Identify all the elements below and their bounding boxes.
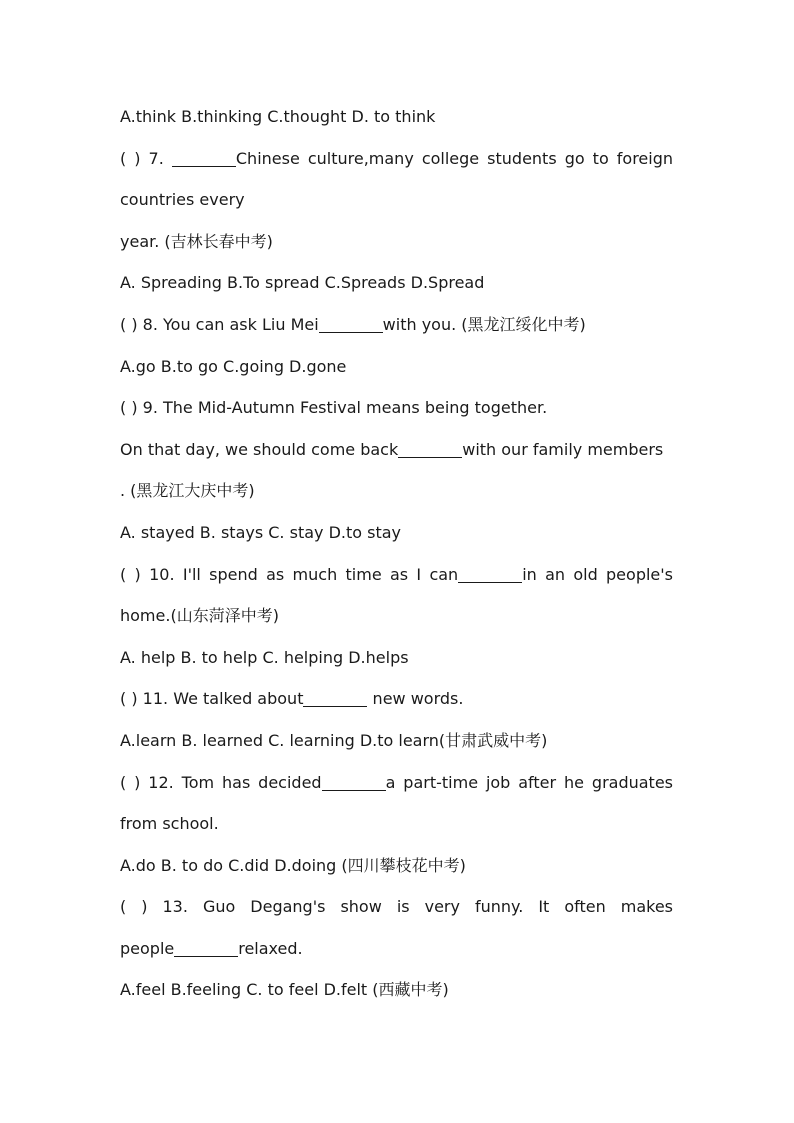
question-12-text-a: ( ) 12. Tom has decided (120, 772, 322, 792)
options-q10-text: A. help B. to help C. helping D.helps (120, 647, 409, 667)
question-10-text-b: in an old people's (522, 564, 673, 584)
question-7-source: year. (吉林长春中考) (120, 231, 273, 251)
options-q8 (120, 346, 673, 388)
document-body (120, 96, 673, 1011)
options-q7-text: A. Spreading B.To spread C.Spreads D.Spread (120, 273, 485, 293)
question-9-source: . (黑龙江大庆中考) (120, 481, 255, 501)
question-12-text-cont: from school. (120, 814, 219, 834)
answer-blank (303, 688, 367, 707)
question-10-source: home.(山东菏泽中考) (120, 606, 279, 626)
options-q12 (120, 845, 673, 887)
question-10-text-a: ( ) 10. I'll spend as much time as I can (120, 564, 459, 584)
answer-blank (322, 772, 386, 791)
question-13-text-a: people (120, 938, 175, 958)
question-9-text-a: On that day, we should come back (120, 439, 399, 459)
options-q7 (120, 262, 673, 304)
question-11-text-a: ( ) 11. We talked about (120, 689, 304, 709)
options-q6-text: A.think B.thinking C.thought D. to think (120, 107, 436, 126)
options-q11 (120, 720, 673, 762)
options-q10 (120, 637, 673, 679)
question-10-line1 (120, 554, 673, 596)
question-7-line1 (120, 138, 673, 180)
options-q13-text: A.feel B.feeling C. to feel D.felt (西藏中考) (120, 980, 449, 1000)
question-9-text-b: with our family members (462, 439, 664, 459)
question-9-line1 (120, 387, 673, 429)
question-13-line1 (120, 886, 673, 928)
answer-blank (458, 564, 522, 583)
question-13-line2 (120, 928, 673, 970)
question-8-text-b: with you. (黑龙江绥化中考) (382, 314, 586, 334)
options-q9 (120, 512, 673, 554)
options-q9-text: A. stayed B. stays C. stay D.to stay (120, 522, 402, 542)
question-8-text-a: ( ) 8. You can ask Liu Mei (120, 314, 319, 334)
answer-blank (174, 938, 238, 957)
question-7-line3 (120, 221, 673, 263)
question-12-text-b: a part-time job after he graduates (385, 772, 674, 792)
options-q11-text: A.learn B. learned C. learning D.to learn(甘肃武威中考) (120, 730, 548, 750)
question-10-line2 (120, 595, 673, 637)
question-12-line2 (120, 803, 673, 845)
answer-blank (319, 314, 383, 333)
question-13-text: ( ) 13. Guo Degang's show is very funny. It often makes (120, 897, 673, 917)
question-9-line2 (120, 429, 673, 471)
options-q6 (120, 96, 673, 138)
options-q12-text: A.do B. to do C.did D.doing (四川攀枝花中考) (120, 855, 466, 875)
question-13-text-b: relaxed. (238, 938, 303, 958)
options-q13 (120, 969, 673, 1011)
question-12-line1 (120, 762, 673, 804)
answer-blank (398, 439, 462, 458)
question-7-number: ( ) 7. (120, 148, 164, 168)
answer-blank (172, 148, 236, 167)
question-11-text-b: new words. (367, 689, 464, 709)
question-7-line2 (120, 179, 673, 221)
question-7-text-cont: countries every (120, 190, 245, 210)
question-11 (120, 678, 673, 720)
question-7-text: Chinese culture,many college students go to foreign (235, 148, 674, 168)
question-9-text: ( ) 9. The Mid-Autumn Festival means being together. (120, 398, 548, 418)
options-q8-text: A.go B.to go C.going D.gone (120, 356, 347, 376)
question-8 (120, 304, 673, 346)
question-9-line3 (120, 470, 673, 512)
